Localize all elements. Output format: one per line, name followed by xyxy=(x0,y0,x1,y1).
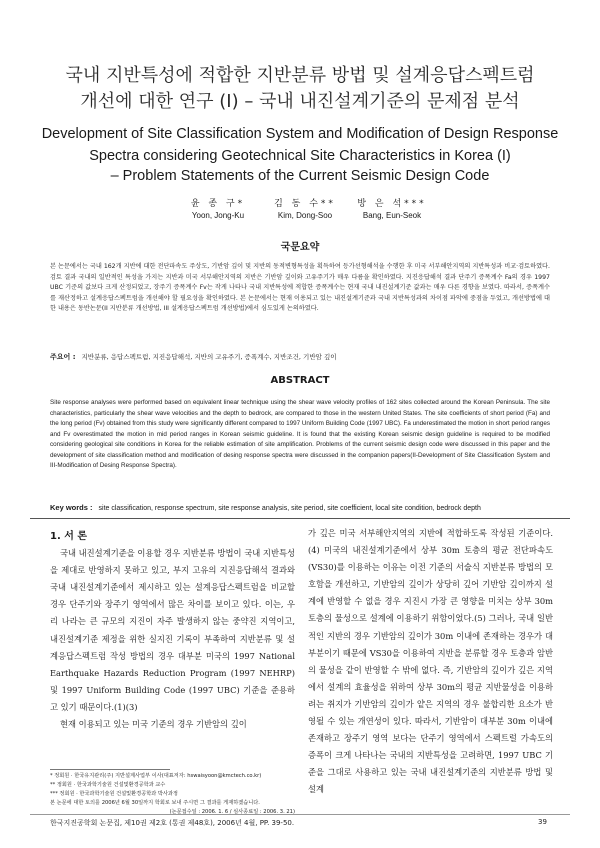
footnote-2: ** 정회원 · 한국과학기술원 건설및환경공학과 교수 xyxy=(50,782,166,788)
english-keywords-text: site classification, response spectrum, site response analysis, site period, site coefficient, local site condition, bedrock depth xyxy=(98,505,481,512)
author-1-korean-name: 윤 종 구* xyxy=(190,199,246,209)
footnote-dates: (논문접수일 : 2006. 1. 6 / 심사종료일 : 2006. 3. 21) xyxy=(169,809,295,815)
footnotes xyxy=(50,772,295,817)
footnote-divider xyxy=(50,769,170,770)
author-3-english-name: Bang, Eun-Seok xyxy=(362,211,422,220)
english-keywords-label: Key words : xyxy=(50,503,93,512)
korean-keywords-text: 지반분류, 응답스펙트럼, 지진응답해석, 지반의 고유주기, 증폭계수, 지반조건, 기반암 깊이 xyxy=(81,353,337,361)
left-column xyxy=(50,528,295,766)
footer-divider xyxy=(30,814,570,815)
author-1-english-name: Yoon, Jong-Ku xyxy=(191,211,245,220)
english-title-line-2: Spectra considering Geotechnical Site Characteristics in Korea (I) xyxy=(89,148,511,164)
section-1-heading: 1. 서 론 xyxy=(50,531,88,542)
korean-keywords xyxy=(50,352,550,362)
page-number: 39 xyxy=(538,818,547,826)
korean-title-line-2: 개선에 대한 연구 (I) – 국내 내진설계기준의 문제점 분석 xyxy=(80,91,520,112)
korean-abstract-heading: 국문요약 xyxy=(280,242,320,253)
english-abstract-text: Site response analyses were performed based on equivalent linear technique using the shear wave velocity profiles of 162 sites collected around the Korean Peninsula. The site characteristics, particularly the shear wave velocities and the depth to bedrock, are compared to those in the western United States. The site coefficients of short period (Fa) and the long period (Fv) obtained from this study were significantly different compared to 1997 Uniform Building Code (1997 UBC). Fa underestimated the motion in short period ranges and Fv overestimated the motion in mid period ranges in Korean seismic guideline. It is found that the existing Korean seismic design guideline is required to be modified considering geological site conditions in Korea for the reliable estimation of site amplification. Problems of the current seismic design code were discussed in this paper and the development of site classification method and modification of desing response spectra were discussed in the companion papers(II-Development of Site Classification System and III-Modification of Desing Response Spectra). xyxy=(50,399,550,469)
footnote-4: 본 논문에 대한 토의를 2006년 6월 30일까지 학회로 보내 주시면 그 결과를 게재하겠습니다. xyxy=(50,800,260,806)
korean-abstract-text: 본 논문에서는 국내 162개 지반에 대한 전단파속도 주상도, 기반암 깊이 및 지반의 동적변형특성을 획득하여 등가선형해석을 수행한 후 미국 서부해안지역의 지반특성과 비교·검토하였다. 검토 결과 국내의 일반적인 특성을 가지는 지반과 미국 서부해안지역의 지반은 기반암 깊이와 고유주기가 매우 다름을 확인하였다. 지진응답해석 결과 단주기 증폭계수 Fa의 경우 1997 UBC 기준의 값보다 크게 산정되었고, 장주기 증폭계수 Fv는 작게 나타나 국내 지반특성에 적합한 증폭계수는 현재 국내 내진설계기준 값과는 매우 다른 경향을 보였다. 따라서, 증폭계수를 재산정하고 설계응답스펙트럼을 개선해야 할 필요성을 확인하였다. 본 논문에서는 현재 이용되고 있는 내진설계기준과 국내 지반특성과의 차이점 파악에 중점을 두었고, 개선방법에 대한 내용은 동반논문(II 지반분류 개선방법, III 설계응답스펙트럼 개선방법)에서 심도있게 논의하였다. xyxy=(50,263,550,312)
author-2-english-name: Kim, Dong-Soo xyxy=(277,211,333,220)
right-column xyxy=(308,525,553,817)
author-3 xyxy=(337,198,447,221)
korean-keywords-label: 주요어 : xyxy=(50,353,76,361)
english-title-line-3: – Problem Statements of the Current Seismic Design Code xyxy=(110,168,490,184)
header-divider xyxy=(30,518,570,519)
footnote-1: * 정회원 · 한국유지관리(주) 지반설계사업부 이사(대표저자: hswaisyoon@kmctech.co.kr) xyxy=(50,773,262,779)
author-3-korean-name: 방 은 석*** xyxy=(357,199,427,209)
section-1-right-column-text: 가 깊은 미국 서부해안지역의 지반에 적합하도록 작성된 기준이다.(4) 미국의 내진설계기준에서 상부 30m 토층의 평균 전단파속도(VS30)를 이용하는 이유는 이전 기준의 서술식 지반분류 방법의 모호함을 개선하고, 기반암의 깊이가 상당히 깊어 기반암 깊이까지 설계에 반영할 수 없을 경우 지진시 가장 큰 영향을 미치는 상부 30m 토층의 물성으로 설계에 이용하기 위함이었다.(5) 그러나, 국내 일반적인 지반의 경우 기반암의 깊이가 30m 이내에 존재하는 경우가 대부분이기 때문에 VS30을 이용하여 지반을 분류할 경우 토층과 암반의 물성을 같이 반영할 수 밖에 없다. 즉, 기반암의 깊이가 깊은 지역에서 설계의 효율성을 위하여 상부 30m의 평균 지반물성을 이용하려는 취지가 기반암의 깊이가 얕은 지역의 경우 불합리한 요소가 반영될 수 있는 개연성이 있다. 따라서, 기반암이 대부분 30m 이내에 존재하고 장주기 영역 보다는 단주기 영역에서 스펙트럴 가속도의 증폭이 크게 나타나는 국내의 지반특성을 고려하면, 1997 UBC 기준을 그대로 사용하고 있는 국내 내진설계기준의 지반분류 방법 및 설계 xyxy=(308,528,553,795)
korean-title-line-1: 국내 지반특성에 적합한 지반분류 방법 및 설계응답스펙트럼 xyxy=(65,65,535,86)
footnote-3: *** 정회원 · 한국과학기술원 건설및환경공학과 박사과정 xyxy=(50,791,178,797)
author-2-korean-name: 김 동 수** xyxy=(274,199,336,209)
english-abstract-heading: ABSTRACT xyxy=(270,375,330,386)
english-title-line-1: Development of Site Classification System and Modification of Design Response xyxy=(41,126,559,142)
section-1-paragraph-2: 현재 이용되고 있는 미국 기준의 경우 기반암의 깊이 xyxy=(59,719,247,730)
english-keywords xyxy=(50,503,550,514)
section-1-paragraph-1: 국내 내진설계기준을 이용할 경우 지반분류 방법이 국내 지반특성을 제대로 반영하지 못하고 있고, 부지 고유의 지진응답해석 결과와 국내 내진설계기준에서 제시하고 있는 설계응답스펙트럼을 비교할 경우 단주기와 장주기 영역에서 많은 차이를 보이고 있다. 이는, 우리 나라는 큰 규모의 지진이 자주 발생하지 않는 중약진 지역이고, 내진설계기준 제정을 위한 실지진 기록이 부족하여 지반분류 및 설계응답스펙트럼 작성 방법의 경우 대부분 미국의 1997 National Earthquake Hazards Reduction Program (1997 NEHRP) 및 1997 Uniform Building Code (1997 UBC) 기준을 준용하고 있기 때문이다.(1)(3) xyxy=(50,548,295,712)
journal-citation: 한국지진공학회 논문집, 제10권 제2호 (통권 제48호), 2006년 4월, PP. 39-50. xyxy=(50,819,295,827)
